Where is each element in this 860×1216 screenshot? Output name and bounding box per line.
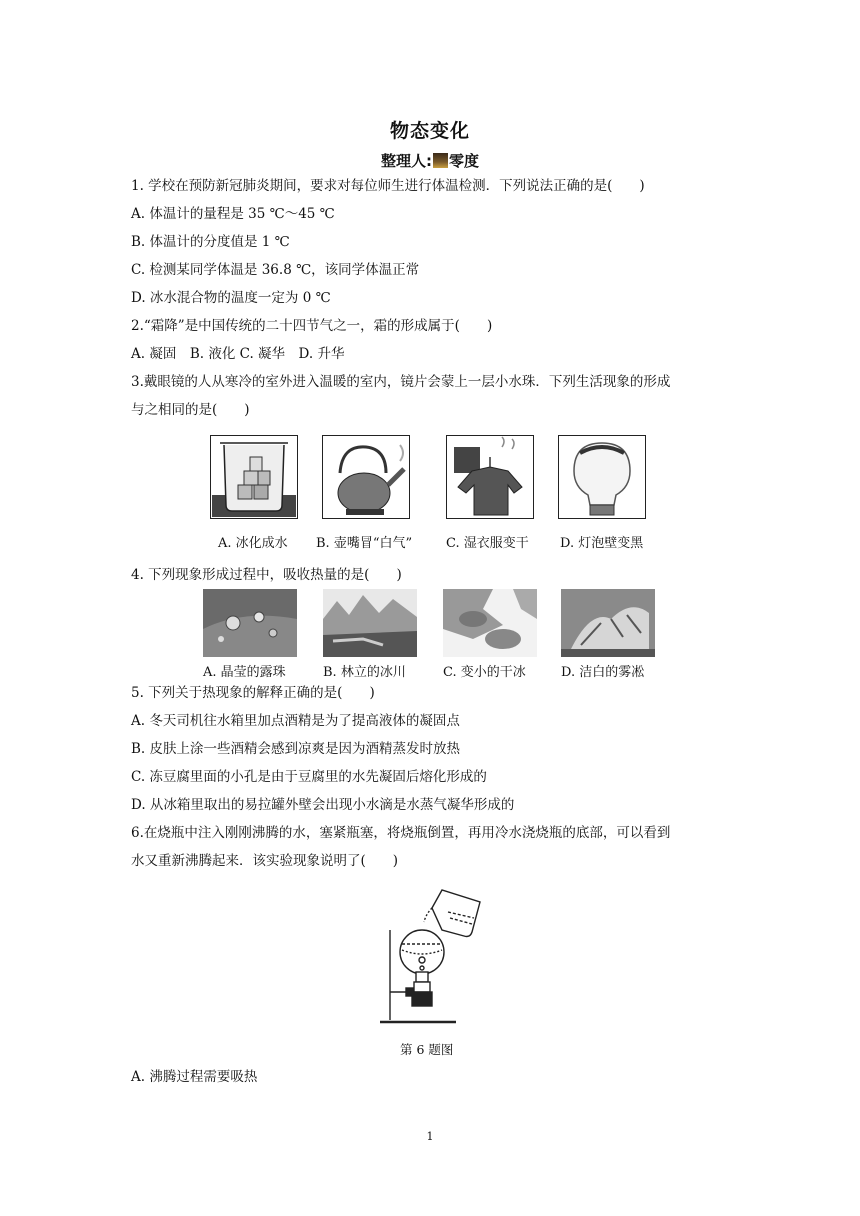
q5-option-c: C. 冻豆腐里面的小孔是由于豆腐里的水先凝固后熔化形成的 [131,769,487,785]
q5-option-d: D. 从冰箱里取出的易拉罐外壁会出现小水滴是水蒸气凝华形成的 [131,797,515,813]
q3-stem-line1: 3.戴眼镜的人从寒冷的室外进入温暖的室内，镜片会蒙上一层小水珠．下列生活现象的形成 [131,374,671,390]
author-name: 零度 [448,152,479,170]
q3-caption-c: C. 湿衣服变干 [446,536,529,551]
author-line [0,150,860,171]
q3-caption-d: D. 灯泡壁变黑 [560,536,644,551]
q3-figure-c [446,435,534,519]
q5-stem: 5. 下列关于热现象的解释正确的是( ) [131,685,375,701]
q3-figure-d [558,435,646,519]
q5-option-a: A. 冬天司机往水箱里加点酒精是为了提高液体的凝固点 [131,713,460,729]
q6-apparatus-diagram [376,884,492,1030]
page-number: 1 [426,1130,434,1143]
q6-option-a: A. 沸腾过程需要吸热 [131,1069,258,1085]
author-label: 整理人: [380,152,432,170]
q4-figure-d [561,589,655,657]
q4-caption-a: A. 晶莹的露珠 [203,665,286,680]
q3-figure-a [210,435,298,519]
q2-options: A. 凝固 B. 液化 C. 凝华 D. 升华 [131,346,345,362]
q6-stem-line1: 6.在烧瓶中注入刚刚沸腾的水，塞紧瓶塞，将烧瓶倒置，再用冷水浇烧瓶的底部，可以看到 [131,825,671,841]
q1-option-a: A. 体温计的量程是 35 ℃～45 ℃ [131,206,335,222]
q4-figure-c [443,589,537,657]
q1-option-b: B. 体温计的分度值是 1 ℃ [131,234,290,250]
q1-stem: 1. 学校在预防新冠肺炎期间，要求对每位师生进行体温检测．下列说法正确的是( ) [131,178,645,194]
q4-figure-a [203,589,297,657]
q4-caption-b: B. 林立的冰川 [323,665,406,680]
q1-option-d: D. 冰水混合物的温度一定为 0 ℃ [131,290,331,306]
author-logo-icon [433,153,448,168]
q4-figure-b [323,589,417,657]
q3-caption-a: A. 冰化成水 [218,536,288,551]
q1-option-c: C. 检测某同学体温是 36.8 ℃，该同学体温正常 [131,262,420,278]
q4-caption-d: D. 洁白的雾凇 [561,665,645,680]
q5-option-b: B. 皮肤上涂一些酒精会感到凉爽是因为酒精蒸发时放热 [131,741,461,757]
q2-stem: 2.“霜降”是中国传统的二十四节气之一，霜的形成属于( ) [131,318,493,334]
q6-stem-line2: 水又重新沸腾起来．该实验现象说明了( ) [131,853,399,869]
page-title: 物态变化 [389,120,470,142]
q4-stem: 4. 下列现象形成过程中，吸收热量的是( ) [131,567,402,583]
q6-figure-caption: 第 6 题图 [400,1042,454,1057]
q4-caption-c: C. 变小的干冰 [443,665,526,680]
q3-caption-b: B. 壶嘴冒“白气” [316,536,413,551]
q3-stem-line2: 与之相同的是( ) [131,402,250,418]
q3-figure-b [322,435,410,519]
